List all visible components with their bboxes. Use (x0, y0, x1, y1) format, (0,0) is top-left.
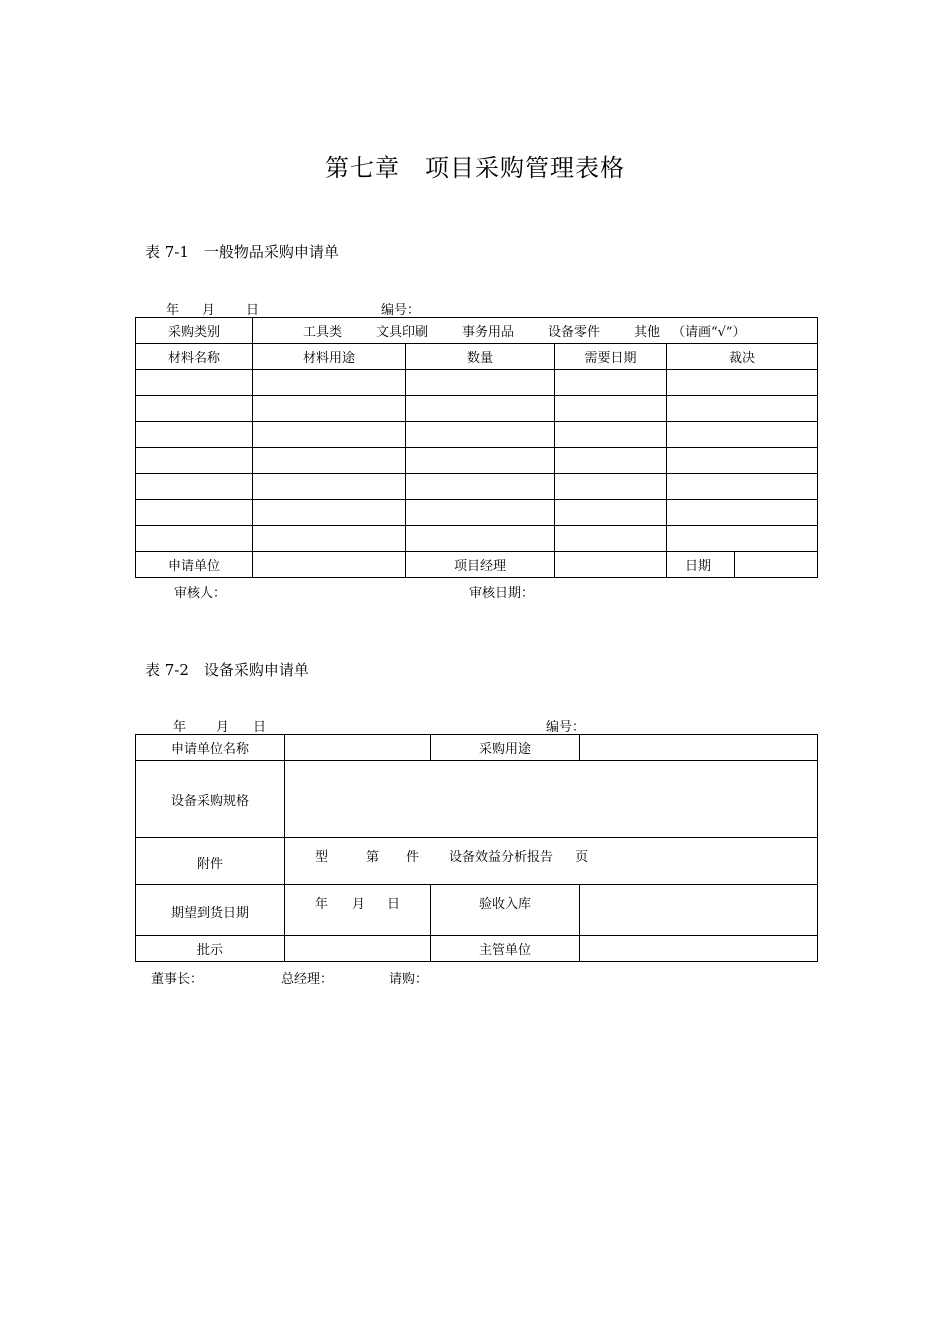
cell[interactable] (406, 474, 555, 500)
acceptance-label: 验收入库 (431, 885, 580, 936)
cell[interactable] (253, 396, 406, 422)
cell[interactable] (667, 526, 818, 552)
spec-field[interactable] (285, 761, 818, 838)
expected-month: 月 (352, 897, 366, 912)
chairman-label: 董事长： (151, 972, 204, 987)
expected-year: 年 (315, 897, 329, 912)
attach-no: 第 (366, 850, 380, 865)
date-label: 日期 (667, 552, 735, 578)
cell[interactable] (406, 370, 555, 396)
review-date-label: 审核日期： (469, 586, 535, 601)
attachment-field[interactable] (285, 838, 818, 885)
header-decision: 裁决 (667, 344, 818, 370)
table2-date-year: 年 (173, 720, 187, 735)
applicant-unit-name-field[interactable] (285, 735, 431, 761)
cell[interactable] (136, 500, 253, 526)
spec-label: 设备采购规格 (136, 761, 285, 838)
chapter-title: 第七章 项目采购管理表格 (325, 154, 625, 182)
table-row (136, 396, 818, 422)
attachment-label: 附件 (136, 838, 285, 885)
purpose-field[interactable] (580, 735, 818, 761)
cell[interactable] (253, 526, 406, 552)
general-manager-label: 总经理： (281, 972, 334, 987)
table-row (136, 422, 818, 448)
expected-date-label: 期望到货日期 (136, 885, 285, 936)
category-tools[interactable]: 工具类 (303, 325, 343, 340)
cell[interactable] (555, 396, 667, 422)
cell[interactable] (406, 448, 555, 474)
project-manager-field[interactable] (555, 552, 667, 578)
expected-date-field[interactable] (285, 885, 431, 936)
table-row (136, 526, 818, 552)
applicant-unit-label: 申请单位 (136, 552, 253, 578)
table2-date-day: 日 (253, 720, 267, 735)
attach-page: 页 (575, 850, 589, 865)
cell[interactable] (136, 526, 253, 552)
category-other[interactable]: 其他 (634, 325, 661, 340)
cell[interactable] (667, 448, 818, 474)
cell[interactable] (555, 474, 667, 500)
category-equipment-parts[interactable]: 设备零件 (548, 325, 601, 340)
cell[interactable] (667, 422, 818, 448)
cell[interactable] (555, 370, 667, 396)
applicant-unit-field[interactable] (253, 552, 406, 578)
category-printing[interactable]: 文具印刷 (376, 325, 429, 340)
project-manager-label: 项目经理 (406, 552, 555, 578)
table2-caption: 表 7-2 设备采购申请单 (145, 661, 309, 679)
supervisor-label: 主管单位 (431, 936, 580, 962)
header-material-name: 材料名称 (136, 344, 253, 370)
cell[interactable] (555, 422, 667, 448)
table-row (136, 474, 818, 500)
table-row (136, 370, 818, 396)
table1-general-purchase-form (135, 317, 818, 578)
cell[interactable] (406, 396, 555, 422)
cell[interactable] (136, 474, 253, 500)
requester-label: 请购： (389, 972, 429, 987)
header-material-use: 材料用途 (253, 344, 406, 370)
category-office-supplies[interactable]: 事务用品 (462, 325, 515, 340)
table-row (136, 500, 818, 526)
table-row (136, 448, 818, 474)
cell[interactable] (667, 500, 818, 526)
table1-date-year: 年 (166, 303, 180, 318)
approval-label: 批示 (136, 936, 285, 962)
cell[interactable] (253, 474, 406, 500)
table2-equipment-purchase-form (135, 734, 818, 962)
header-required-date: 需要日期 (555, 344, 667, 370)
purpose-label: 采购用途 (431, 735, 580, 761)
cell[interactable] (555, 500, 667, 526)
cell[interactable] (406, 422, 555, 448)
cell[interactable] (253, 370, 406, 396)
cell[interactable] (253, 422, 406, 448)
date-field[interactable] (735, 552, 818, 578)
category-options (253, 318, 818, 344)
cell[interactable] (555, 448, 667, 474)
attach-report: 设备效益分析报告 (449, 850, 554, 865)
cell[interactable] (253, 500, 406, 526)
category-label: 采购类别 (136, 318, 253, 344)
acceptance-field[interactable] (580, 885, 818, 936)
table2-date-month: 月 (216, 720, 230, 735)
table2-number-label: 编号： (546, 720, 586, 735)
cell[interactable] (136, 448, 253, 474)
table1-date-month: 月 (202, 303, 216, 318)
cell[interactable] (667, 474, 818, 500)
cell[interactable] (253, 448, 406, 474)
attach-piece: 件 (406, 850, 420, 865)
supervisor-field[interactable] (580, 936, 818, 962)
cell[interactable] (406, 526, 555, 552)
reviewer-label: 审核人： (174, 586, 227, 601)
header-quantity: 数量 (406, 344, 555, 370)
attach-type: 型 (315, 850, 329, 865)
table1-caption: 表 7-1 一般物品采购申请单 (145, 243, 339, 261)
cell[interactable] (406, 500, 555, 526)
cell[interactable] (136, 396, 253, 422)
table1-date-day: 日 (246, 303, 260, 318)
cell[interactable] (667, 396, 818, 422)
category-note: （请画“√”） (672, 325, 746, 340)
approval-field[interactable] (285, 936, 431, 962)
table1-number-label: 编号： (381, 303, 421, 318)
cell[interactable] (667, 370, 818, 396)
cell[interactable] (136, 370, 253, 396)
applicant-unit-name-label: 申请单位名称 (136, 735, 285, 761)
cell[interactable] (555, 526, 667, 552)
cell[interactable] (136, 422, 253, 448)
expected-day: 日 (387, 897, 401, 912)
